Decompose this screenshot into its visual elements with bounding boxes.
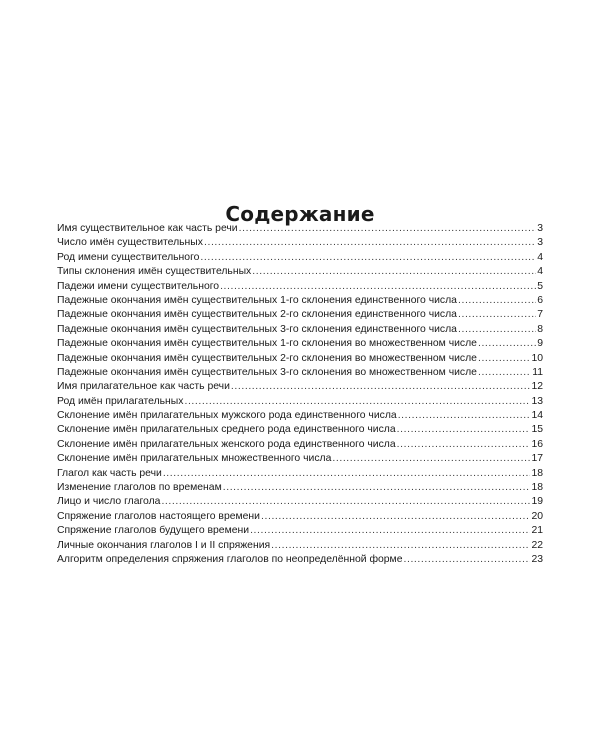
dot-leader [204, 236, 536, 250]
toc-page-number: 4 [537, 266, 543, 278]
toc-page-number: 22 [531, 539, 543, 551]
toc-page-number: 18 [531, 467, 543, 479]
toc-entry[interactable] [57, 251, 543, 265]
toc-entry[interactable] [57, 423, 543, 437]
toc-entry-text: Падежные окончания имён существительных 1-го склонения во множественном числе [57, 338, 477, 350]
toc-entry[interactable] [57, 438, 543, 452]
dot-leader [161, 495, 530, 509]
dot-leader [271, 539, 530, 553]
toc-entry-text: Падежи имени существительного [57, 280, 220, 292]
toc-entry[interactable] [57, 553, 543, 567]
dot-leader [239, 222, 537, 236]
dot-leader [397, 438, 531, 452]
toc-entry[interactable] [57, 380, 543, 394]
toc-page-number: 9 [537, 338, 543, 350]
dot-leader [223, 481, 531, 495]
dot-leader [458, 294, 536, 308]
toc-entry[interactable] [57, 323, 543, 337]
toc-list [57, 222, 543, 567]
toc-entry[interactable] [57, 236, 543, 250]
toc-entry[interactable] [57, 481, 543, 495]
toc-page-number: 7 [537, 309, 543, 321]
toc-page-number: 3 [537, 223, 543, 234]
toc-entry-text: Род имени существительного [57, 251, 200, 263]
toc-entry[interactable] [57, 280, 543, 294]
toc-entry-text: Род имён прилагательных [57, 395, 184, 407]
toc-entry[interactable] [57, 294, 543, 308]
toc-entry-text: Изменение глаголов по временам [57, 482, 222, 494]
dot-leader [184, 395, 530, 409]
toc-entry-text: Личные окончания глаголов I и II спряжения [57, 539, 271, 551]
toc-page-number: 17 [531, 453, 543, 465]
toc-entry-text: Склонение имён прилагательных среднего рода единственного числа [57, 424, 396, 436]
toc-entry[interactable] [57, 510, 543, 524]
toc-entry-text: Падежные окончания имён существительных 2-го склонения единственного числа [57, 309, 457, 321]
dot-leader [458, 323, 536, 337]
dot-leader [398, 409, 531, 423]
toc-entry-text: Склонение имён прилагательных множественного числа [57, 453, 332, 465]
toc-entry-text: Алгоритм определения спряжения глаголов по неопределённой форме [57, 553, 403, 565]
toc-page-number: 23 [531, 553, 543, 565]
toc-page-number: 20 [531, 510, 543, 522]
toc-page-number: 6 [537, 294, 543, 306]
toc-entry-text: Склонение имён прилагательных женского рода единственного числа [57, 438, 396, 450]
toc-entry-text: Падежные окончания имён существительных 2-го склонения во множественном числе [57, 352, 477, 364]
dot-leader [200, 251, 536, 265]
toc-entry[interactable] [57, 409, 543, 423]
toc-entry[interactable] [57, 337, 543, 351]
toc-entry[interactable] [57, 265, 543, 279]
dot-leader [478, 366, 531, 380]
toc-entry-text: Падежные окончания имён существительных 1-го склонения единственного числа [57, 294, 457, 306]
toc-page-number: 19 [531, 496, 543, 508]
toc-entry[interactable] [57, 524, 543, 538]
toc-entry-text: Спряжение глаголов настоящего времени [57, 510, 260, 522]
toc-entry-text: Лицо и число глагола [57, 496, 161, 508]
toc-entry-text: Число имён существительных [57, 237, 203, 249]
toc-page-number: 21 [531, 525, 543, 537]
dot-leader [250, 524, 530, 538]
dot-leader [163, 467, 531, 481]
toc-page-number: 12 [531, 381, 543, 393]
toc-entry[interactable] [57, 222, 543, 236]
toc-page-number: 16 [531, 438, 543, 450]
toc-entry[interactable] [57, 467, 543, 481]
toc-entry-text: Склонение имён прилагательных мужского рода единственного числа [57, 410, 397, 422]
dot-leader [252, 265, 536, 279]
toc-page-number: 18 [531, 482, 543, 494]
dot-leader [231, 380, 531, 394]
toc-entry-text: Падежные окончания имён существительных 3-го склонения во множественном числе [57, 366, 477, 378]
dot-leader [261, 510, 530, 524]
toc-entry[interactable] [57, 452, 543, 466]
toc-page-number: 13 [531, 395, 543, 407]
toc-entry[interactable] [57, 308, 543, 322]
toc-entry[interactable] [57, 395, 543, 409]
toc-entry-text: Типы склонения имён существительных [57, 266, 252, 278]
dot-leader [397, 423, 531, 437]
toc-page-number: 14 [531, 410, 543, 422]
toc-page-number: 5 [537, 280, 543, 292]
dot-leader [220, 280, 536, 294]
dot-leader [478, 352, 530, 366]
toc-page-number: 3 [537, 237, 543, 249]
page-title: Содержание [225, 202, 375, 226]
toc-entry[interactable] [57, 352, 543, 366]
toc-entry-text: Спряжение глаголов будущего времени [57, 525, 250, 537]
dot-leader [478, 337, 536, 351]
dot-leader [403, 553, 530, 567]
dot-leader [332, 452, 530, 466]
toc-page-number: 8 [537, 323, 543, 335]
toc-entry-text: Имя существительное как часть речи [57, 223, 238, 234]
toc-entry[interactable] [57, 495, 543, 509]
toc-entry[interactable] [57, 539, 543, 553]
toc-entry-text: Падежные окончания имён существительных 3-го склонения единственного числа [57, 323, 457, 335]
toc-page-number: 4 [537, 251, 543, 263]
dot-leader [458, 308, 536, 322]
toc-entry[interactable] [57, 366, 543, 380]
toc-entry-text: Глагол как часть речи [57, 467, 162, 479]
toc-page-number: 10 [531, 352, 543, 364]
toc-entry-text: Имя прилагательное как часть речи [57, 381, 230, 393]
toc-page-number: 11 [532, 366, 543, 378]
toc-page-number: 15 [531, 424, 543, 436]
